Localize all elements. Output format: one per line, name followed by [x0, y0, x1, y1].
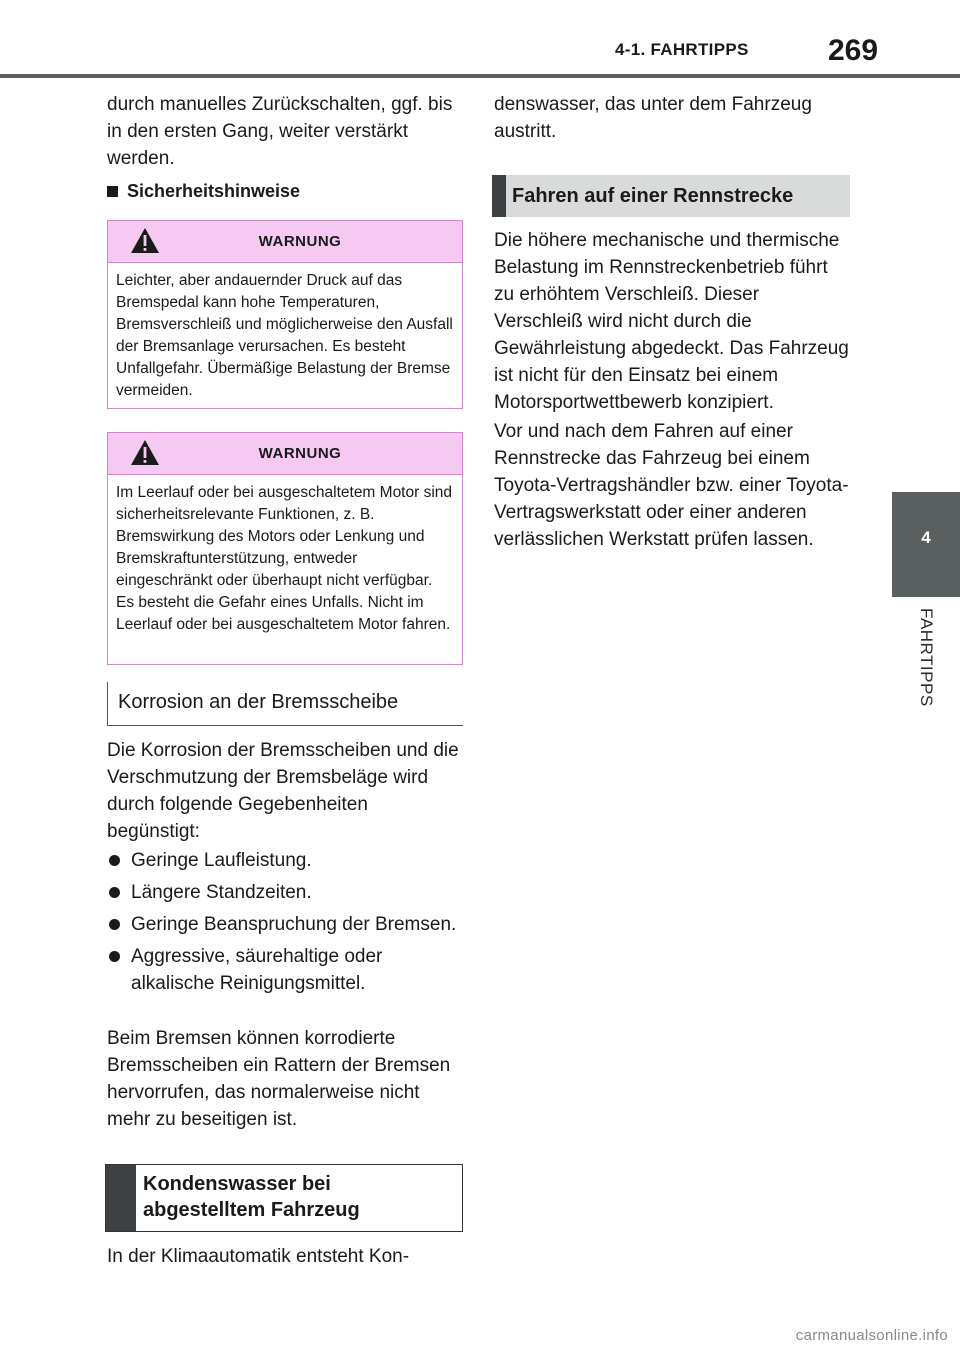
safety-subheading: [107, 181, 463, 202]
chapter-tab-number: 4: [921, 528, 931, 547]
intro-paragraph: durch manuelles Zurückschalten, ggf. bis in den ersten Gang, weiter verstärkt werden.: [107, 94, 453, 169]
section-heading-condensate: [105, 1164, 463, 1232]
warning-triangle-icon: [130, 439, 160, 466]
corrosion-bullet-list: [107, 847, 463, 1002]
page-number: 269: [828, 34, 879, 67]
footer-watermark: carmanualsonline.info: [795, 1327, 948, 1344]
condensate-text: In der Klimaautomatik entsteht Kon-: [107, 1246, 410, 1267]
warning-box-1-text: Leichter, aber andauernder Druck auf das Bremspedal kann hohe Temperaturen, Bremsverschleiß und möglicherweise den Ausfall der Bremsanlage verursachen. Es besteht Unfallgefahr. Übermäßige Belastung der Bremse vermeiden.: [116, 272, 453, 399]
list-item: Aggressive, säurehaltige oder alkalische Reinigungsmittel.: [107, 943, 463, 997]
warning-box-2-text: Im Leerlauf oder bei ausgeschaltetem Motor sind sicherheitsrelevante Funktionen, z. B. Bremswirkung des Motors oder Lenkung und Bremskraftunterstützung, entweder eingeschränkt oder überhaupt nicht verfügbar. Es besteht die Gefahr eines Unfalls. Nicht im Leerlauf oder bei ausgeschaltetem Motor fahren.: [116, 484, 453, 633]
header-rule: [0, 74, 960, 78]
warning-box-2-header: [108, 433, 462, 475]
warning-triangle-icon: [130, 227, 160, 254]
warning-box-1: [107, 220, 463, 409]
section-heading-corrosion: Korrosion an der Bremsscheibe: [107, 682, 463, 726]
section-heading-bar: [106, 1165, 136, 1231]
corrosion-outro: Beim Bremsen können korrodierte Bremsscheiben ein Rattern der Bremsen hervorrufen, das normalerweise nicht mehr zu beseitigen ist.: [107, 1028, 451, 1130]
section-heading-condensate-text: Kondenswasser bei abgestelltem Fahrzeug: [143, 1173, 360, 1221]
list-item: Längere Standzeiten.: [107, 879, 463, 906]
condensate-continuation: denswasser, das unter dem Fahrzeug austritt.: [494, 94, 812, 142]
warning-box-1-label: WARNUNG: [258, 233, 342, 250]
warning-box-2-label: WARNUNG: [258, 445, 342, 462]
list-item: Geringe Beanspruchung der Bremsen.: [107, 911, 463, 938]
section-heading-track: Fahren auf einer Rennstrecke: [492, 175, 850, 217]
safety-subheading-text: Sicherheitshinweise: [127, 181, 301, 201]
corrosion-intro: Die Korrosion der Bremsscheiben und die Verschmutzung der Bremsbeläge wird durch folgende Gegebenheiten begünstigt:: [107, 740, 459, 842]
track-paragraph-1: Die höhere mechanische und thermische Belastung im Rennstreckenbetrieb führt zu erhöhtem Verschleiß. Dieser Verschleiß wird nicht durch die Gewährleistung abgedeckt. Das Fahrzeug ist nicht für den Einsatz bei einem Motorsportwettbewerb konzipiert.: [494, 230, 849, 413]
warning-box-2: [107, 432, 463, 665]
list-item: Geringe Laufleistung.: [107, 847, 463, 874]
running-header-section: 4-1. FAHRTIPPS: [615, 40, 749, 59]
square-bullet-icon: [107, 186, 118, 197]
chapter-tab-label: FAHRTIPPS: [917, 608, 936, 707]
warning-box-1-header: [108, 221, 462, 263]
track-paragraph-2: Vor und nach dem Fahren auf einer Rennstrecke das Fahrzeug bei einem Toyota-Vertragshändler bzw. einer Toyota-Vertragswerkstatt oder einer anderen verlässlichen Werkstatt prüfen lassen.: [494, 421, 849, 550]
